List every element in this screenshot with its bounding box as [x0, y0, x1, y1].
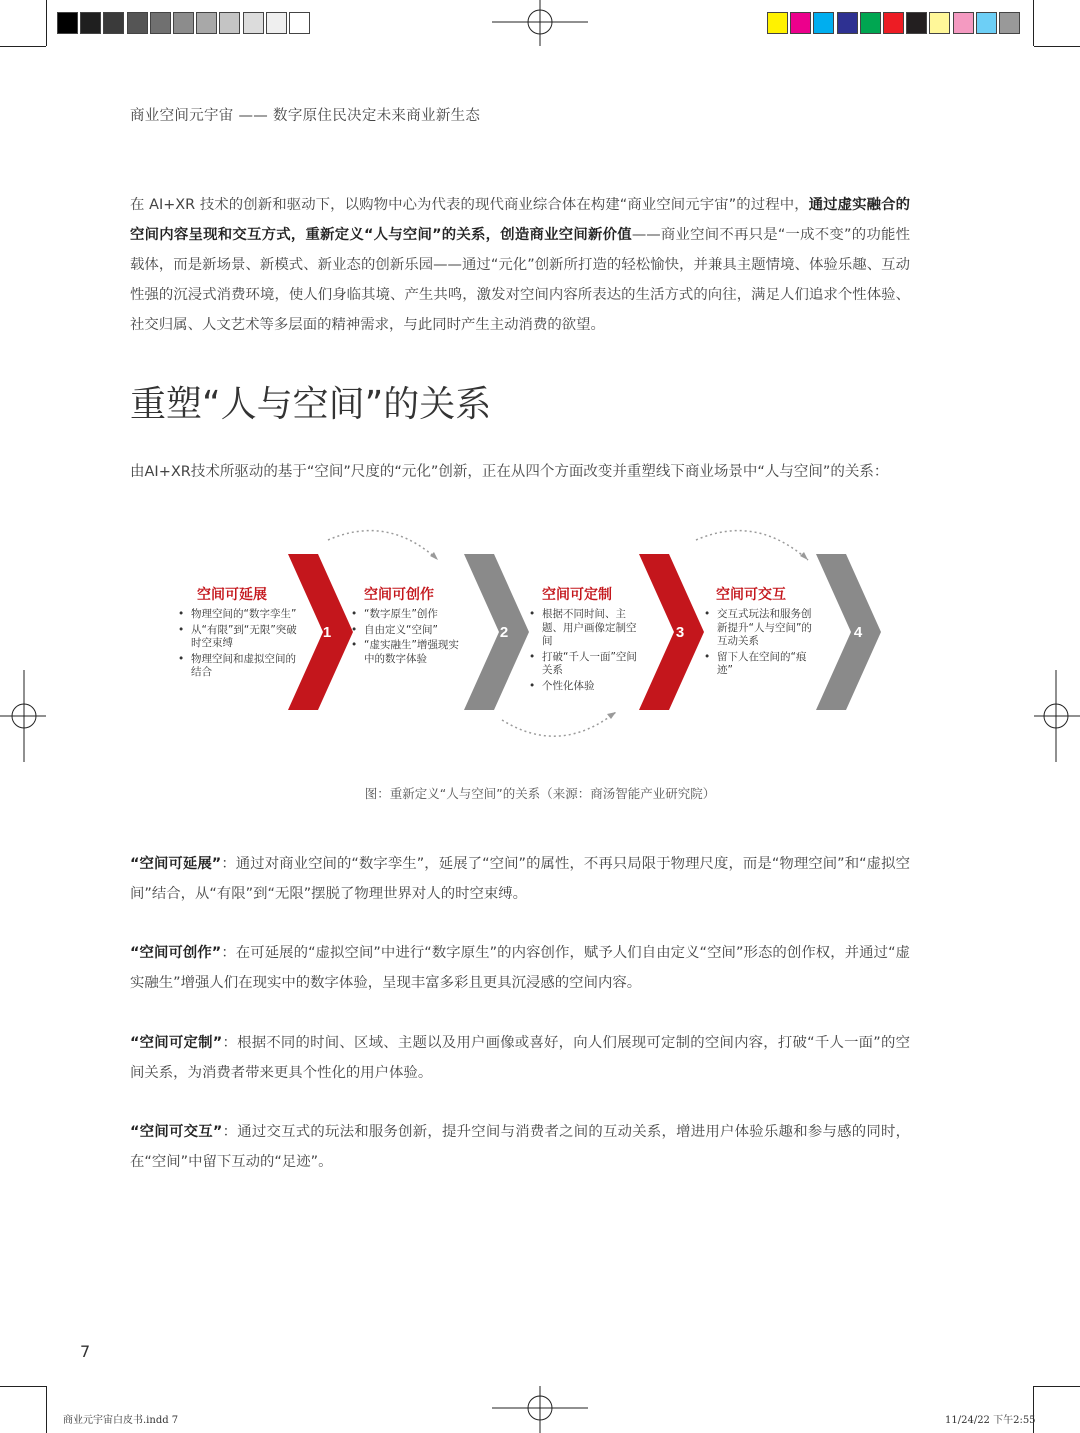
term-text: ：通过交互式的玩法和服务创新，提升空间与消费者之间的互动关系，增进用户体验乐趣和参与感的同时，在“空间”中留下互动的“足迹”。: [130, 1124, 910, 1170]
arc-arrowhead-icon: [800, 552, 808, 560]
registration-mark-right: [1034, 670, 1080, 762]
color-swatch: [767, 12, 788, 34]
step-number-4: 4: [853, 624, 863, 641]
color-swatch: [80, 12, 101, 34]
color-swatch: [57, 12, 78, 34]
arc-3-to-4: [696, 531, 808, 560]
chevron-2: [464, 554, 529, 710]
body-paragraph-extendable: [130, 849, 910, 909]
term-label: “空间可延展”: [130, 856, 222, 872]
color-swatch: [266, 12, 287, 34]
intro-text: 在 AI+XR 技术的创新和驱动下，以购物中心为代表的现代商业综合体在构建“商业空间元宇宙”的过程中，: [130, 197, 809, 213]
term-text: ：在可延展的“虚拟空间”中进行“数字原生”的内容创作，赋予人们自由定义“空间”形态的创作权，并通过“虚实融生”增强人们在现实中的数字体验，呈现丰富多彩且更具沉浸感的空间内容。: [130, 945, 910, 991]
color-swatch: [837, 12, 858, 34]
list-item: • 留下人在空间的“痕迹”: [704, 651, 812, 678]
step-title-2: 空间可创作: [364, 587, 434, 603]
color-swatch: [196, 12, 217, 34]
color-swatch: [860, 12, 881, 34]
step-number-2: 2: [499, 624, 509, 641]
list-item: • 从“有限”到“无限”突破时空束缚: [178, 624, 298, 651]
term-text: ：根据不同的时间、区域、主题以及用户画像或喜好，向人们展现可定制的空间内容，打破“千人一面”的空间关系，为消费者带来更具个性化的用户体验。: [130, 1035, 910, 1081]
term-label: “空间可创作”: [130, 945, 222, 961]
list-item: • 自由定义“空间”: [351, 624, 463, 638]
step-list-1: [178, 608, 298, 682]
body-paragraph-customizable: [130, 1028, 910, 1088]
step-list-4: [704, 608, 812, 680]
color-swatch: [243, 12, 264, 34]
chevron-4: [816, 554, 881, 710]
arc-1-to-2: [328, 531, 438, 560]
arc-arrowhead-icon: [430, 552, 438, 560]
color-swatch: [813, 12, 834, 34]
arc-arrowhead-icon: [607, 712, 616, 719]
term-label: “空间可定制”: [130, 1035, 223, 1051]
slug-timestamp: 11/24/22 下午2:55: [945, 1415, 1036, 1426]
page-number: 7: [80, 1342, 91, 1361]
color-swatch: [906, 12, 927, 34]
step-title-3: 空间可定制: [542, 587, 612, 603]
slug-file-name: 商业元宇宙白皮书.indd 7: [63, 1415, 179, 1426]
list-item: • 根据不同时间、主题、用户画像定制空间: [529, 608, 637, 649]
body-paragraph-creatable: [130, 938, 910, 998]
section-title: 重塑“人与空间”的关系: [130, 384, 492, 425]
step-number-3: 3: [675, 624, 685, 641]
chevron-3: [639, 554, 704, 710]
step-title-1: 空间可延展: [197, 587, 267, 603]
color-swatch: [103, 12, 124, 34]
color-swatch: [127, 12, 148, 34]
section-lead: 由AI+XR技术所驱动的基于“空间”尺度的“元化”创新，正在从四个方面改变并重塑线下商业场景中“人与空间”的关系：: [130, 464, 889, 480]
step-list-2: [351, 608, 463, 668]
step-number-1: 1: [322, 624, 332, 641]
running-head: 商业空间元宇宙 —— 数字原住民决定未来商业新生态: [130, 108, 481, 124]
color-swatch: [953, 12, 974, 34]
body-paragraph-interactive: [130, 1117, 910, 1177]
list-item: • 物理空间和虚拟空间的结合: [178, 653, 298, 680]
registration-mark-left: [0, 670, 46, 762]
list-item: • “数字原生”创作: [351, 608, 463, 622]
arc-2-to-3: [502, 712, 616, 736]
step-list-3: [529, 608, 637, 695]
registration-mark-top: [492, 0, 588, 46]
color-swatch: [976, 12, 997, 34]
intro-bold-text: 通过虚实融合的空间内容呈现和交互方式，重新定义“人与空间”的关系，创造商业空间新价值: [130, 197, 910, 243]
intro-paragraph: [130, 190, 910, 340]
color-swatch: [289, 12, 310, 34]
term-text: ：通过对商业空间的“数字孪生”，延展了“空间”的属性，不再只局限于物理尺度，而是“物理空间”和“虚拟空间”结合，从“有限”到“无限”摆脱了物理世界对人的时空束缚。: [130, 856, 910, 902]
term-label: “空间可交互”: [130, 1124, 223, 1140]
color-swatch: [150, 12, 171, 34]
step-title-4: 空间可交互: [716, 587, 786, 603]
intro-text-rest: ——商业空间不再只是“一成不变”的功能性载体，而是新场景、新模式、新业态的创新乐园——通过“元化”创新所打造的轻松愉快，并兼具主题情境、体验乐趣、互动性强的沉浸式消费环境，使人们身临其境、产生共鸣，激发对空间内容所表达的生活方式的向往，满足人们追求个性体验、社交归属、人文艺术等多层面的精神需求，与此同时产生主动消费的欲望。: [130, 227, 910, 333]
color-swatch: [929, 12, 950, 34]
color-swatch: [883, 12, 904, 34]
list-item: • 交互式玩法和服务创新提升“人与空间”的互动关系: [704, 608, 812, 649]
color-swatch: [173, 12, 194, 34]
figure-caption: 图：重新定义“人与空间”的关系（来源：商汤智能产业研究院）: [364, 786, 716, 801]
color-swatch: [790, 12, 811, 34]
list-item: • 打破“千人一面”空间关系: [529, 651, 637, 678]
registration-mark-bottom: [492, 1386, 588, 1433]
list-item: • 个性化体验: [529, 680, 637, 694]
color-swatch: [219, 12, 240, 34]
list-item: • 物理空间的“数字孪生”: [178, 608, 298, 622]
list-item: • “虚实融生”增强现实中的数字体验: [351, 639, 463, 666]
color-swatch: [999, 12, 1020, 34]
